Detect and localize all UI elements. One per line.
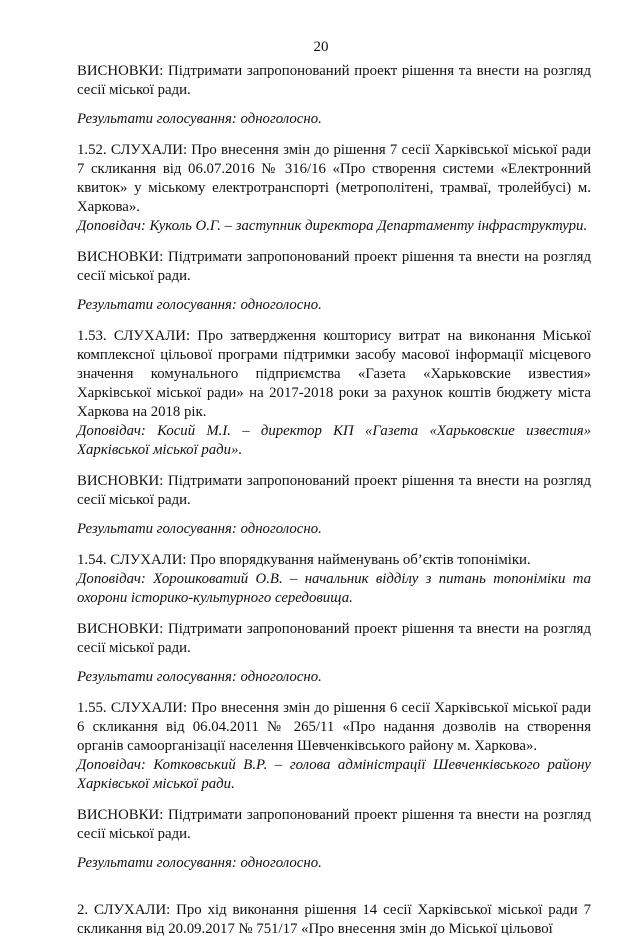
page-number: 20: [313, 39, 329, 55]
item-2-heard: 2. СЛУХАЛИ: Про хід виконання рішення 14 сесії Харківської міської ради 7 скликання від 20.09.2017 № 751/17 «Про внесення змін до Міської цільової: [77, 902, 591, 937]
conclusion-paragraph: ВИСНОВКИ: Підтримати запропонований проект рішення та внести на розгляд сесії міської ради.: [77, 807, 591, 842]
item-1-52-heard: 1.52. СЛУХАЛИ: Про внесення змін до рішення 7 сесії Харківської міської ради 7 скликання від 06.07.2016 № 316/16 «Про створення системи «Електронний квиток» у міському електротранспорті (метрополітені, трамваї, тролейбусі) м. Харкова».: [77, 142, 591, 215]
voting-result: Результати голосування: одноголосно.: [77, 297, 322, 313]
item-1-53-heard: 1.53. СЛУХАЛИ: Про затвердження кошторису витрат на виконання Міської комплексної цільової програми підтримки засобу масової інформації місцевого значення комунального підприємства «Газета «Харьковские известия» Харківської міської ради» на 2017-2018 роки за рахунок коштів бюджету міста Харкова на 2018 рік.: [77, 328, 591, 420]
item-1-52-speaker: Доповідач: Куколь О.Г. – заступник директора Департаменту інфраструктури.: [77, 218, 588, 234]
voting-result: Результати голосування: одноголосно.: [77, 855, 322, 871]
voting-result: Результати голосування: одноголосно.: [77, 669, 322, 685]
item-1-54-heard: 1.54. СЛУХАЛИ: Про впорядкування найменувань об’єктів топоніміки.: [77, 552, 531, 568]
item-1-54-speaker: Доповідач: Хорошковатий О.В. – начальник відділу з питань топоніміки та охорони історико-культурного середовища.: [77, 571, 591, 606]
voting-result: Результати голосування: одноголосно.: [77, 111, 322, 127]
item-1-55-heard: 1.55. СЛУХАЛИ: Про внесення змін до рішення 6 сесії Харківської міської ради 6 скликання від 06.04.2011 № 265/11 «Про надання дозволів на створення органів самоорганізації населення Шевченківського району м. Харкова».: [77, 700, 591, 754]
voting-result: Результати голосування: одноголосно.: [77, 521, 322, 537]
conclusion-paragraph: ВИСНОВКИ: Підтримати запропонований проект рішення та внести на розгляд сесії міської ради.: [77, 63, 591, 98]
conclusion-paragraph: ВИСНОВКИ: Підтримати запропонований проект рішення та внести на розгляд сесії міської ради.: [77, 473, 591, 508]
conclusion-paragraph: ВИСНОВКИ: Підтримати запропонований проект рішення та внести на розгляд сесії міської ради.: [77, 249, 591, 284]
document-body: [77, 62, 591, 939]
conclusion-paragraph: ВИСНОВКИ: Підтримати запропонований проект рішення та внести на розгляд сесії міської ради.: [77, 621, 591, 656]
item-1-53-speaker: Доповідач: Косий М.І. – директор КП «Газета «Харьковские известия» Харківської міської ради».: [77, 423, 591, 458]
item-1-55-speaker: Доповідач: Котковський В.Р. – голова адміністрації Шевченківського району Харківської міської ради.: [77, 757, 591, 792]
